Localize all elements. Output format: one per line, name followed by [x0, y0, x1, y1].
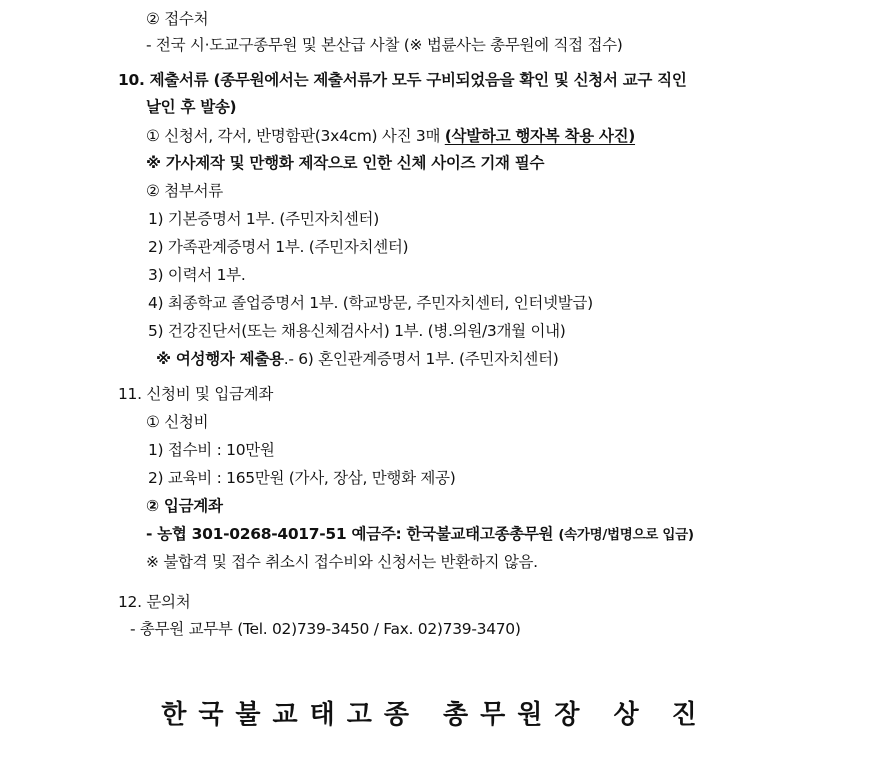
s10-item1 — [146, 125, 635, 147]
s10-doc-2: 2) 가족관계증명서 1부. (주민자치센터) — [148, 238, 409, 256]
s11-refund-note: ※ 불합격 및 접수 취소시 접수비와 신청서는 반환하지 않음. — [146, 553, 538, 571]
s11-sub1-heading: ① 신청비 — [146, 413, 209, 431]
footer-signature — [0, 694, 870, 731]
s10-female-doc — [156, 348, 559, 370]
s10-sub2-heading: ② 첨부서류 — [146, 182, 223, 200]
s12-contact: - 총무원 교무부 (Tel. 02)739-3450 / Fax. 02)739-3470) — [130, 620, 521, 638]
s9-sub2-heading: ② 접수처 — [146, 10, 209, 28]
s11-title: 11. 신청비 및 입금계좌 — [118, 385, 274, 403]
s10-female-doc-text: .- 6) 혼인관계증명서 1부. (주민자치센터) — [283, 350, 559, 368]
s11-sub2-heading: ② 입금계좌 — [146, 497, 223, 515]
s10-doc-3: 3) 이력서 1부. — [148, 266, 246, 284]
s9-sub2-item: - 전국 시·도교구종무원 및 본산급 사찰 (※ 법륜사는 총무원에 직접 접수) — [146, 36, 623, 54]
s10-doc-4: 4) 최종학교 졸업증명서 1부. (학교방문, 주민자치센터, 인터넷발급) — [148, 294, 593, 312]
s10-title — [118, 69, 687, 91]
s11-fee-1: 1) 접수비 : 10만원 — [148, 441, 275, 459]
s11-account — [146, 523, 694, 546]
footer-org: 한국불교태고종 — [161, 700, 422, 730]
s10-title-continued: 날인 후 발송) — [146, 98, 237, 116]
s10-doc-1: 1) 기본증명서 1부. (주민자치센터) — [148, 210, 379, 228]
s10-title-note: (종무원에서는 제출서류가 모두 구비되었음을 확인 및 신청서 교구 직인 — [213, 71, 687, 89]
s10-size-note: ※ 가사제작 및 만행화 제작으로 인한 신체 사이즈 기재 필수 — [146, 154, 545, 172]
s10-item1-text: ① 신청서, 각서, 반명함판(3x4cm) 사진 3매 — [146, 127, 445, 145]
s11-account-info: - 농협 301-0268-4017-51 예금주: 한국불교태고종총무원 — [146, 525, 559, 543]
s12-title: 12. 문의처 — [118, 593, 191, 611]
s11-fee-2: 2) 교육비 : 165만원 (가사, 장삼, 만행화 제공) — [148, 469, 456, 487]
s10-item1-photo-note: (삭발하고 행자복 착용 사진) — [444, 127, 636, 145]
footer-title: 총무원장 — [443, 700, 592, 730]
s10-title-number: 10. 제출서류 — [118, 71, 214, 89]
s10-female-label: ※ 여성행자 제출용 — [156, 350, 284, 368]
footer-name: 상 진 — [613, 700, 709, 730]
s11-account-note: (속가명/법명으로 입금) — [558, 527, 694, 543]
s10-doc-5: 5) 건강진단서(또는 채용신체검사서) 1부. (병.의원/3개월 이내) — [148, 322, 566, 340]
